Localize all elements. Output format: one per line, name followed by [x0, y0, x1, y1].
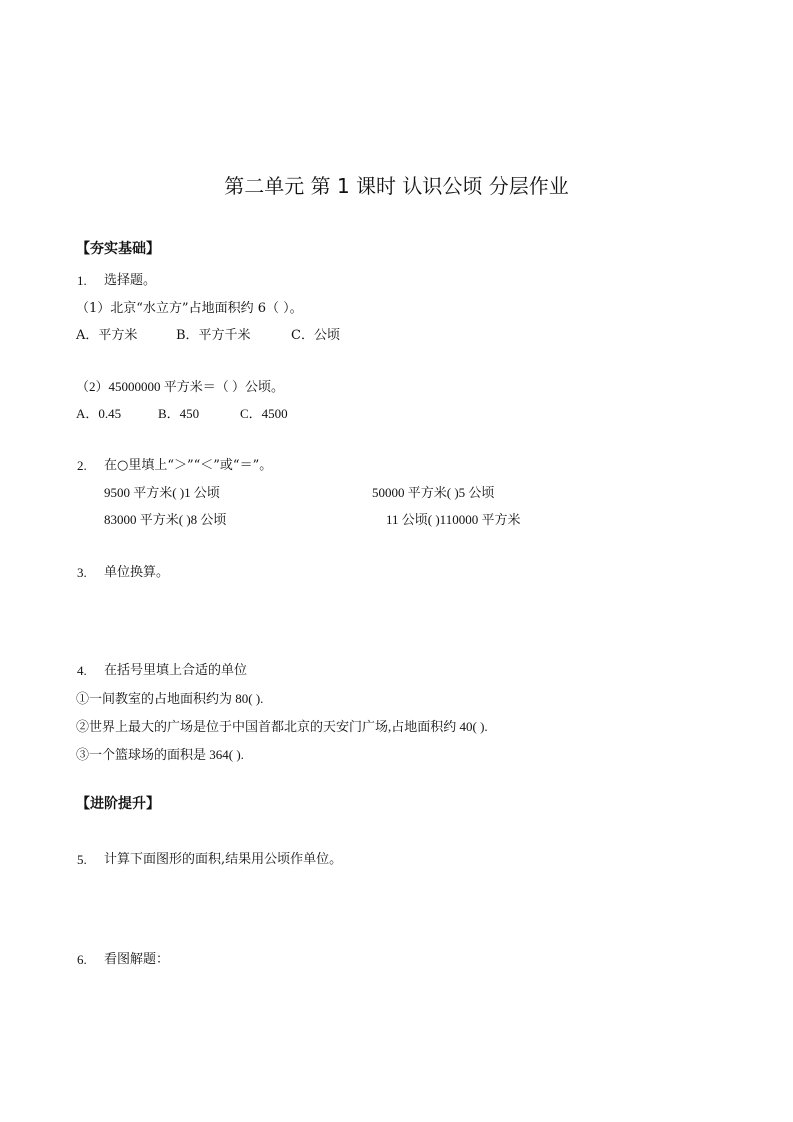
question-4-number: 4. — [77, 663, 87, 678]
question-2-item-1: 9500 平方米( )1 公顷 — [104, 485, 220, 500]
question-1-sub-2: （2）45000000 平方米＝（ ）公顷。 — [76, 379, 285, 394]
question-5-number: 5. — [77, 852, 87, 867]
question-4-text: 在括号里填上合适的单位 — [104, 663, 248, 678]
question-4-item-1: ①一间教室的占地面积约为 80( ). — [76, 691, 264, 706]
question-2-item-4: 11 公顷( )110000 平方米 — [386, 512, 521, 527]
question-1-sub-1: （1）北京“水立方”占地面积约 6（ ）。 — [76, 301, 303, 316]
question-1-sub-2-option-a: A．0.45 — [76, 406, 122, 421]
question-5-text: 计算下面图形的面积,结果用公顷作单位。 — [104, 852, 343, 867]
question-1-sub-1-option-c: C．公顷 — [291, 328, 340, 343]
question-4-item-2: ②世界上最大的广场是位于中国首都北京的天安门广场,占地面积约 40( ). — [76, 719, 488, 734]
question-2-text: 在○里填上“＞”“＜”或“＝”。 — [104, 458, 273, 473]
question-6-text: 看图解题： — [104, 952, 170, 967]
question-3-text: 单位换算。 — [104, 565, 170, 580]
question-3-number: 3. — [77, 565, 87, 580]
question-2-item-3: 83000 平方米( )8 公顷 — [104, 512, 227, 527]
question-6-number: 6. — [77, 952, 87, 967]
question-2-item-2: 50000 平方米( )5 公顷 — [372, 485, 495, 500]
question-1-sub-2-option-b: B．450 — [158, 406, 200, 421]
question-4-item-3: ③一个篮球场的面积是 364( ). — [76, 747, 244, 762]
question-1-number: 1. — [77, 273, 87, 288]
question-1-sub-1-option-a: A．平方米 — [76, 328, 138, 343]
section-heading-basic: 【夯实基础】 — [76, 241, 160, 257]
question-2-number: 2. — [77, 458, 87, 473]
question-1-sub-2-option-c: C．4500 — [240, 406, 288, 421]
question-1-text: 选择题。 — [104, 273, 157, 288]
section-heading-advanced: 【进阶提升】 — [76, 796, 160, 812]
page-title: 第二单元 第 1 课时 认识公顷 分层作业 — [224, 174, 569, 198]
question-1-sub-1-option-b: B．平方千米 — [176, 328, 251, 343]
